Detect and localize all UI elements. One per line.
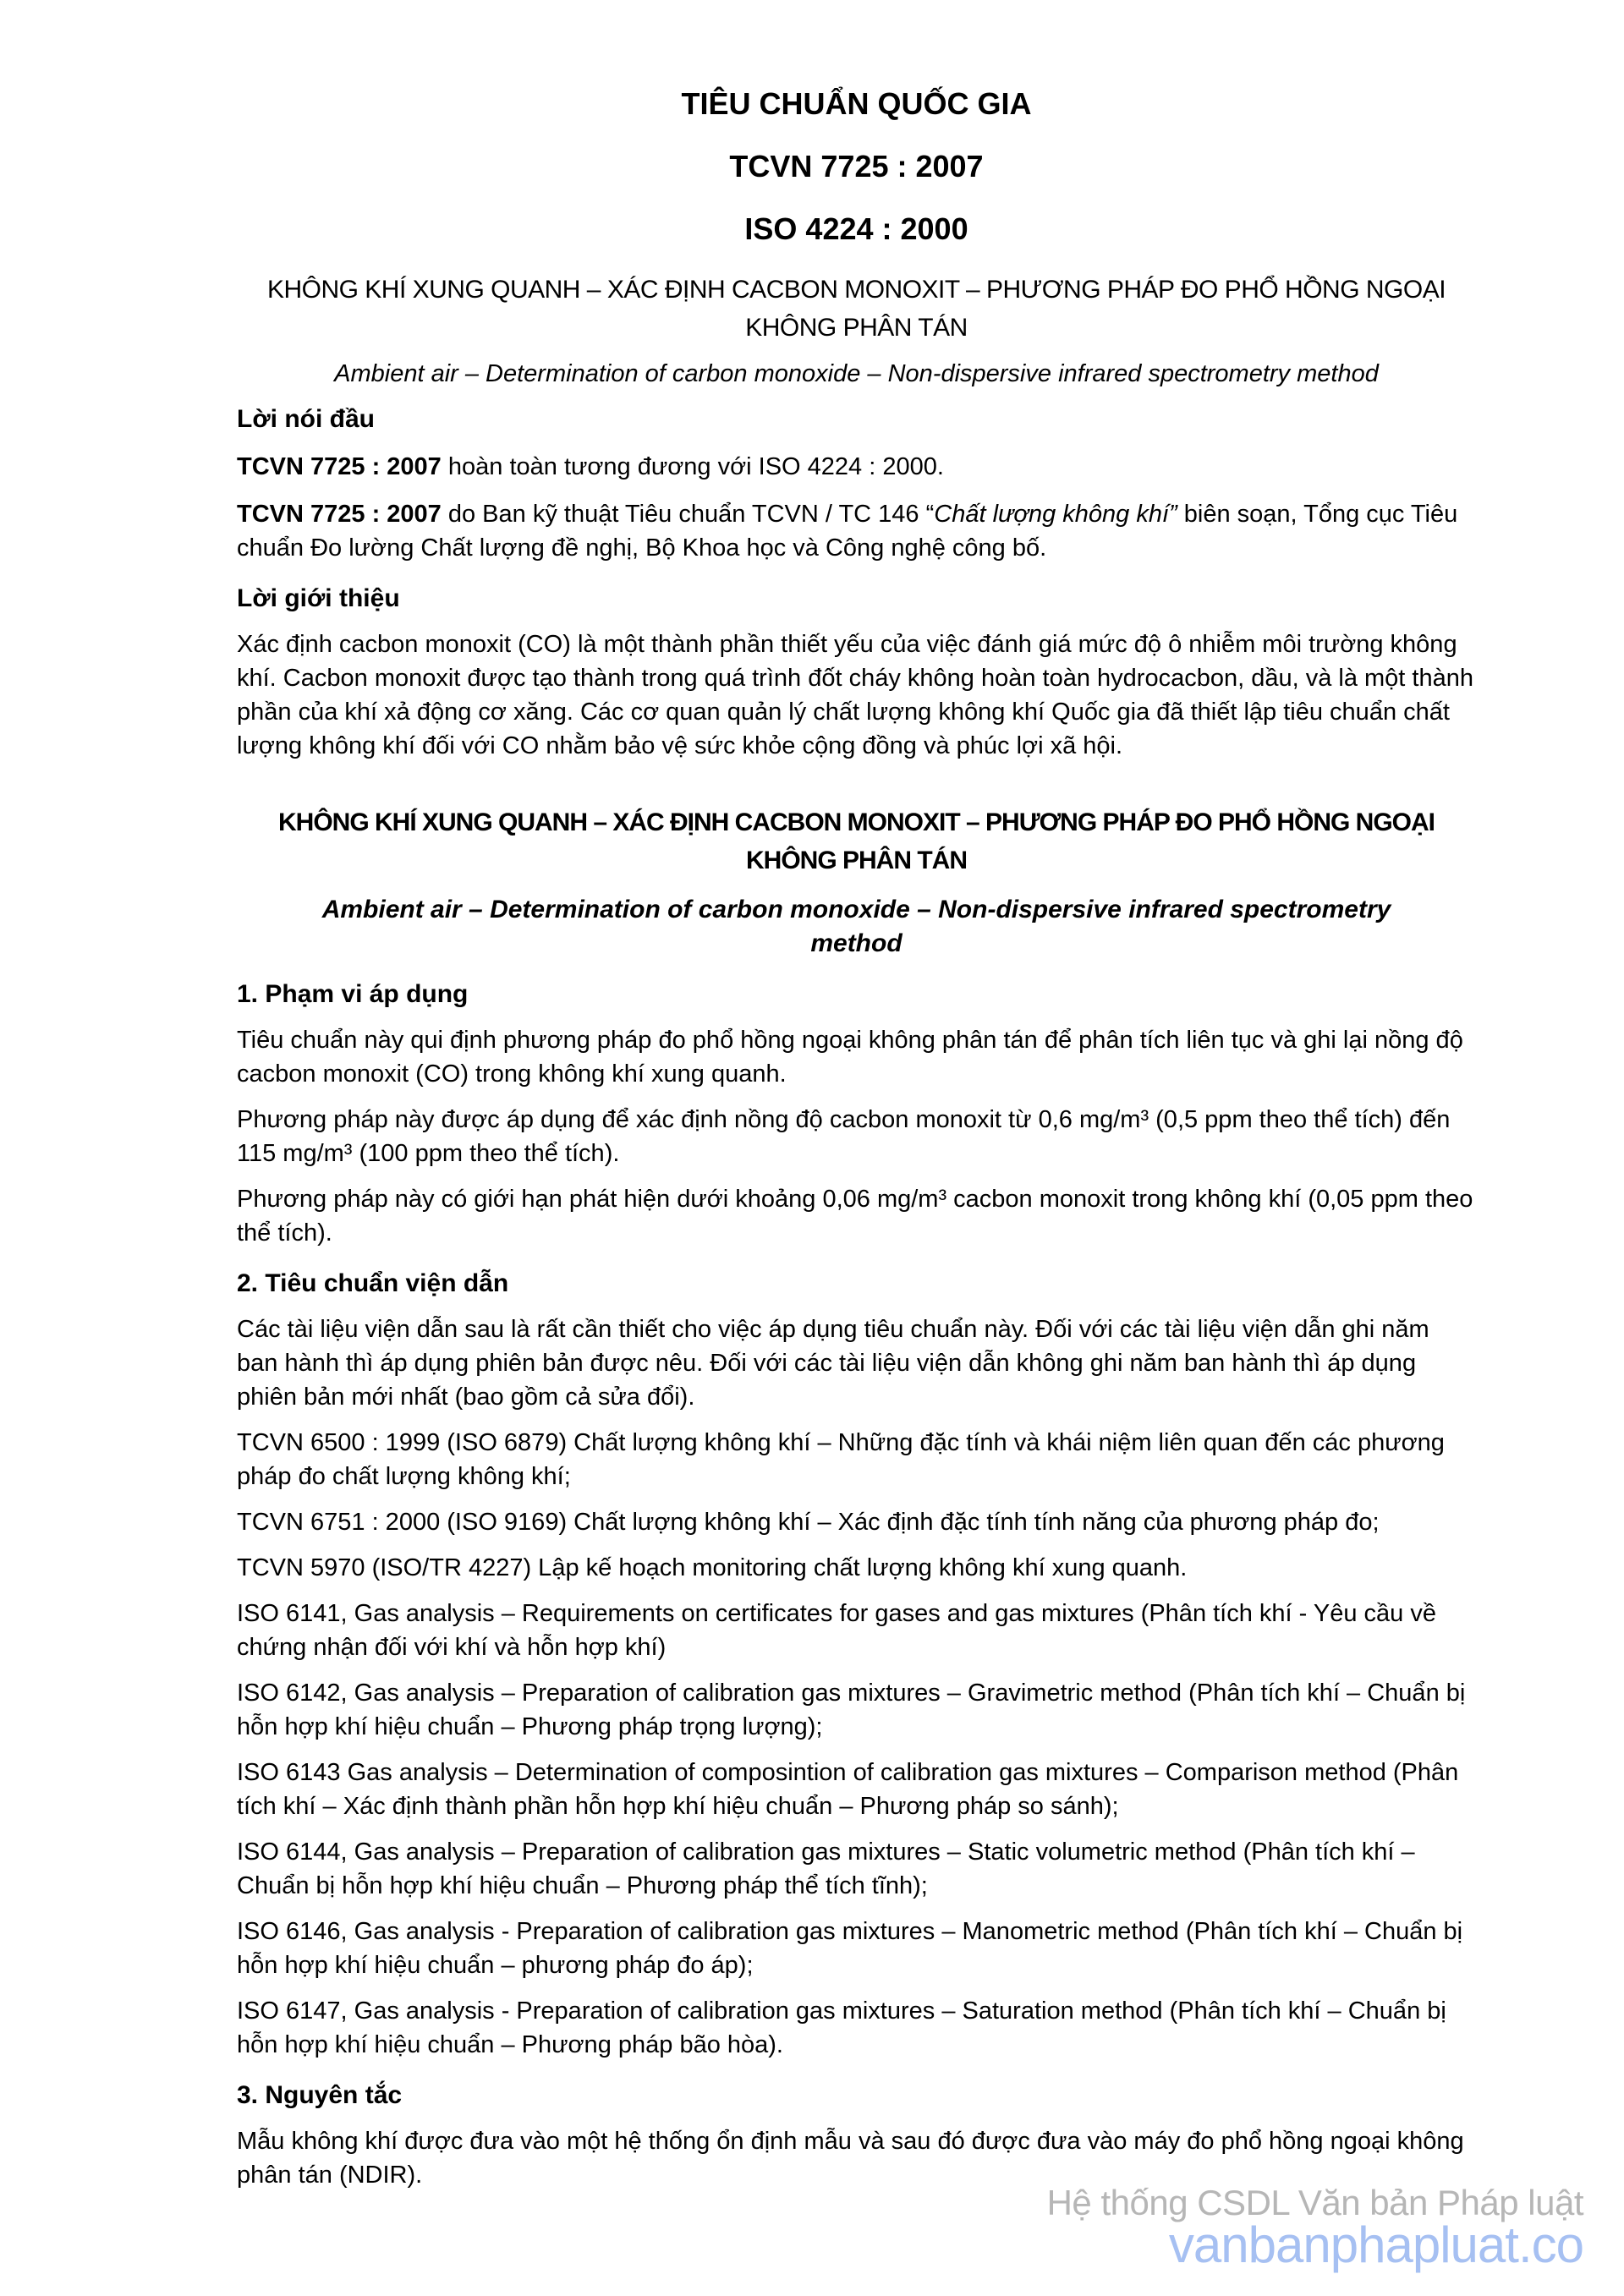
- section-2-reference: ISO 6142, Gas analysis – Preparation of calibration gas mixtures – Gravimetric method (Phân tích khí – Chuẩn bị hỗn hợp khí hiệu chuẩn – Phương pháp trọng lượng);: [237, 1680, 1466, 1740]
- section-3-heading: 3. Nguyên tắc: [237, 2081, 403, 2109]
- foreword-p2-bold-lead: TCVN 7725 : 2007: [237, 501, 442, 528]
- section-2-reference: TCVN 5970 (ISO/TR 4227) Lập kế hoạch monitoring chất lượng không khí xung quanh.: [237, 1554, 1188, 1581]
- standard-number-iso: ISO 4224 : 2000: [744, 211, 968, 246]
- section-2-reference: ISO 6147, Gas analysis - Preparation of calibration gas mixtures – Saturation method (Phân tích khí – Chuẩn bị hỗn hợp khí hiệu chuẩn – Phương pháp bão hòa).: [237, 1997, 1446, 2058]
- introduction-heading: Lời giới thiệu: [237, 584, 400, 612]
- foreword-p1-bold-lead: TCVN 7725 : 2007: [237, 453, 442, 480]
- watermark-text: Hệ thống CSDL Văn bản Pháp luật: [1046, 2183, 1583, 2222]
- foreword-p1-text: hoàn toàn tương đương với ISO 4224 : 2000.: [441, 453, 944, 480]
- foreword-paragraph-1: [237, 450, 1476, 484]
- main-title-vi: KHÔNG KHÍ XUNG QUANH – XÁC ĐỊNH CACBON MONOXIT – PHƯƠNG PHÁP ĐO PHỔ HỒNG NGOẠI KHÔNG PHÂN TÁN: [277, 808, 1435, 874]
- page-title: TIÊU CHUẨN QUỐC GIA: [681, 86, 1032, 121]
- section-1-paragraph: Phương pháp này có giới hạn phát hiện dưới khoảng 0,06 mg/m³ cacbon monoxit trong không khí (0,05 ppm theo thể tích).: [237, 1186, 1473, 1247]
- section-2-reference: TCVN 6751 : 2000 (ISO 9169) Chất lượng không khí – Xác định đặc tính tính năng của phương pháp đo;: [237, 1509, 1380, 1536]
- main-title-en: Ambient air – Determination of carbon monoxide – Non-dispersive infrared spectrometry method: [321, 896, 1391, 957]
- document-content: [237, 85, 1476, 2192]
- section-1-paragraph: Tiêu chuẩn này qui định phương pháp đo phổ hồng ngoại không phân tán để phân tích liên tục và ghi lại nồng độ cacbon monoxit (CO) trong không khí xung quanh.: [237, 1027, 1463, 1088]
- foreword-p2-quoted-title: Chất lượng không khí”: [934, 501, 1177, 528]
- introduction-paragraph: Xác định cacbon monoxit (CO) là một thành phần thiết yếu của việc đánh giá mức độ ô nhiễm môi trường không khí. Cacbon monoxit được tạo thành trong quá trình đốt cháy không hoàn toàn hydrocacbon, dầu, và là một thành phần của khí xả động cơ xăng. Các cơ quan quản lý chất lượng không khí Quốc gia đã thiết lập tiêu chuẩn chất lượng không khí đối với CO nhằm bảo vệ sức khỏe cộng đồng và phúc lợi xã hội.: [237, 631, 1473, 759]
- section-2-reference: TCVN 6500 : 1999 (ISO 6879) Chất lượng không khí – Những đặc tính và khái niệm liên quan đến các phương pháp đo chất lượng không khí;: [237, 1429, 1445, 1490]
- section-3-paragraph: Mẫu không khí được đưa vào một hệ thống ổn định mẫu và sau đó được đưa vào máy đo phổ hồng ngoại không phân tán (NDIR).: [237, 2128, 1464, 2189]
- section-2-reference: ISO 6144, Gas analysis – Preparation of calibration gas mixtures – Static volumetric method (Phân tích khí – Chuẩn bị hỗn hợp khí hiệu chuẩn – Phương pháp thể tích tĩnh);: [237, 1838, 1415, 1899]
- standard-number-tcvn: TCVN 7725 : 2007: [729, 149, 984, 184]
- foreword-p2-text-1: do Ban kỹ thuật Tiêu chuẩn TCVN / TC 146 “: [441, 501, 935, 528]
- watermark-site-url: vanbanphapluat.co: [1168, 2217, 1583, 2273]
- section-2-heading: 2. Tiêu chuẩn viện dẫn: [237, 1269, 509, 1297]
- section-1-heading: 1. Phạm vi áp dụng: [237, 980, 469, 1008]
- standard-title-vi: KHÔNG KHÍ XUNG QUANH – XÁC ĐỊNH CACBON MONOXIT – PHƯƠNG PHÁP ĐO PHỔ HỒNG NGOẠI KHÔNG PHÂN TÁN: [266, 276, 1446, 342]
- section-1-paragraph: Phương pháp này được áp dụng để xác định nồng độ cacbon monoxit từ 0,6 mg/m³ (0,5 ppm theo thể tích) đến 115 mg/m³ (100 ppm theo thể tích).: [237, 1106, 1451, 1167]
- section-2-reference: ISO 6143 Gas analysis – Determination of composintion of calibration gas mixtures – Comparison method (Phân tích khí – Xác định thành phần hỗn hợp khí hiệu chuẩn – Phương pháp so sánh);: [237, 1759, 1459, 1820]
- section-2-paragraph: Các tài liệu viện dẫn sau là rất cần thiết cho việc áp dụng tiêu chuẩn này. Đối với các tài liệu viện dẫn ghi năm ban hành thì áp dụng phiên bản được nêu. Đối với các tài liệu viện dẫn không ghi năm ban hành thì áp dụng phiên bản mới nhất (bao gồm cả sửa đổi).: [237, 1316, 1429, 1411]
- standard-title-en: Ambient air – Determination of carbon monoxide – Non-dispersive infrared spectrometry method: [334, 360, 1379, 387]
- foreword-paragraph-2: [237, 497, 1476, 565]
- section-2-reference: ISO 6141, Gas analysis – Requirements on certificates for gases and gas mixtures (Phân tích khí - Yêu cầu về chứng nhận đối với khí và hỗn hợp khí): [237, 1600, 1436, 1661]
- foreword-heading: Lời nói đầu: [237, 405, 375, 433]
- watermark: [1047, 2184, 1583, 2271]
- section-2-reference: ISO 6146, Gas analysis - Preparation of calibration gas mixtures – Manometric method (Phân tích khí – Chuẩn bị hỗn hợp khí hiệu chuẩn – phương pháp đo áp);: [237, 1918, 1463, 1979]
- foreword-p2-text-2: biên soạn, Tổng cục Tiêu chuẩn Đo lường Chất lượng đề nghị, Bộ Khoa học và Công nghệ công bố.: [237, 501, 1458, 562]
